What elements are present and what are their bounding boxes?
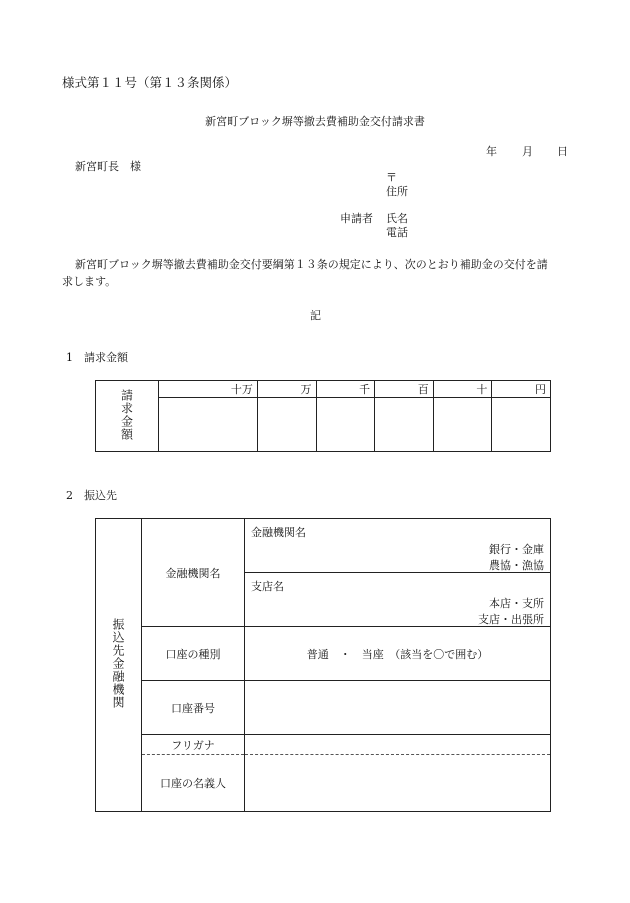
form-number: 様式第１１号（第１３条関係） bbox=[62, 75, 238, 90]
unit-label: 円 bbox=[492, 381, 551, 398]
postal-mark: 〒 bbox=[386, 171, 397, 184]
bank-name-caption: 金融機関名 bbox=[251, 526, 306, 539]
ki-note: 記 bbox=[310, 309, 321, 322]
body-text-line-2: 求します。 bbox=[62, 275, 117, 288]
bank-types-1: 銀行・金庫 bbox=[489, 543, 544, 556]
amount-cell[interactable] bbox=[316, 398, 375, 452]
phone-label: 電話 bbox=[386, 226, 408, 239]
bank-name-label: 金融機関名 bbox=[142, 519, 245, 627]
unit-label: 千 bbox=[316, 381, 375, 398]
account-type-label: 口座の種別 bbox=[142, 627, 245, 681]
name-label: 氏名 bbox=[386, 212, 408, 225]
account-holder-label: 口座の名義人 bbox=[142, 755, 245, 812]
body-text-line-1: 新宮町ブロック塀等撤去費補助金交付要綱第１３条の規定により、次のとおり補助金の交付を請 bbox=[75, 258, 548, 271]
amount-cell[interactable] bbox=[257, 398, 316, 452]
amount-row-label: 請求金額 bbox=[96, 381, 159, 452]
furigana-cell[interactable] bbox=[245, 735, 551, 755]
account-number-label: 口座番号 bbox=[142, 681, 245, 735]
document-title: 新宮町ブロック塀等撤去費補助金交付請求書 bbox=[205, 115, 425, 128]
amount-cell[interactable] bbox=[375, 398, 434, 452]
amount-table bbox=[95, 380, 551, 452]
unit-label: 十万 bbox=[159, 381, 258, 398]
branch-types-1: 本店・支所 bbox=[489, 597, 544, 610]
section2-heading: 2 振込先 bbox=[66, 489, 117, 502]
bank-table bbox=[95, 518, 551, 812]
bank-row-label: 振込先金融機関 bbox=[96, 519, 142, 812]
address-label: 住所 bbox=[386, 185, 408, 198]
date-day: 日 bbox=[557, 145, 568, 158]
amount-cell[interactable] bbox=[159, 398, 258, 452]
unit-label: 百 bbox=[375, 381, 434, 398]
branch-types-2: 支店・出張所 bbox=[478, 613, 544, 626]
furigana-label: フリガナ bbox=[142, 735, 245, 755]
unit-label: 万 bbox=[257, 381, 316, 398]
section1-heading: 1 請求金額 bbox=[66, 351, 128, 364]
applicant-role: 申請者 bbox=[340, 212, 373, 225]
branch-cell[interactable] bbox=[245, 573, 551, 627]
account-holder-cell[interactable] bbox=[245, 755, 551, 812]
date-month: 月 bbox=[522, 145, 533, 158]
account-type-options[interactable]: 普通 ・ 当座 （該当を〇で囲む） bbox=[245, 627, 551, 681]
addressee: 新宮町長 様 bbox=[75, 160, 141, 173]
bank-name-cell[interactable] bbox=[245, 519, 551, 573]
account-number-cell[interactable] bbox=[245, 681, 551, 735]
amount-cell[interactable] bbox=[492, 398, 551, 452]
amount-cell[interactable] bbox=[433, 398, 492, 452]
date-year: 年 bbox=[486, 145, 497, 158]
branch-caption: 支店名 bbox=[251, 580, 284, 593]
unit-label: 十 bbox=[433, 381, 492, 398]
bank-types-2: 農協・漁協 bbox=[489, 559, 544, 572]
